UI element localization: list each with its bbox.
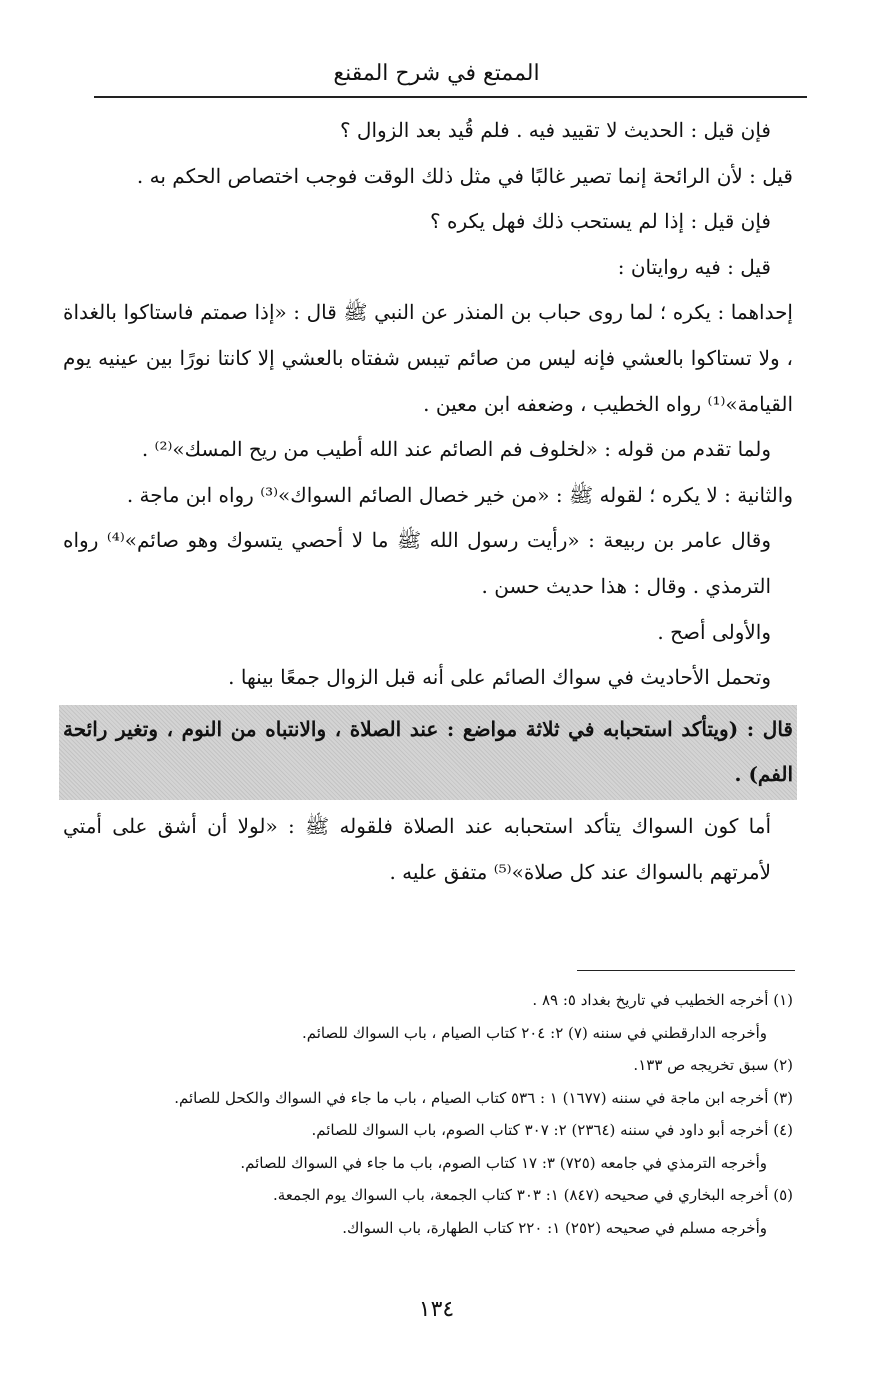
footnote: وأخرجه الدارقطني في سننه (٧) ٢: ٢٠٤ كتاب الصيام ، باب السواك للصائم. xyxy=(301,1023,767,1042)
page-header-title: الممتع في شرح المقنع xyxy=(333,61,540,86)
paragraph: أما كون السواك يتأكد استحبابه عند الصلاة فلقوله ﷺ : «لولا أن أشق على أمتي لأمرتهم بالسواك عند كل صلاة»⁽⁵⁾ متفق عليه . xyxy=(63,813,771,884)
paragraph: قيل : فيه روايتان : xyxy=(617,254,771,279)
paragraph: إحداهما : يكره ؛ لما روى حباب بن المنذر عن النبي ﷺ قال : «إذا صمتم فاستاكوا بالغداة ، ولا تستاكوا بالعشي فإنه ليس من صائم تيبس شفتاه بالعشي إلا كانتا نورًا بين عينيه يوم القيامة»⁽¹⁾ رواه الخطيب ، وضعفه ابن معين . xyxy=(63,300,793,416)
paragraph: وتحمل الأحاديث في سواك الصائم على أنه قبل الزوال جمعًا بينها . xyxy=(228,665,771,690)
footnote: (٤) أخرجه أبو داود في سننه (٢٣٦٤) ٢: ٣٠٧ كتاب الصوم، باب السواك للصائم. xyxy=(311,1121,793,1139)
main-text xyxy=(63,108,793,895)
footnote: وأخرجه الترمذي في جامعه (٧٢٥) ٣: ١٧ كتاب الصوم، باب ما جاء في السواك للصائم. xyxy=(240,1153,767,1172)
footnotes xyxy=(81,984,793,1244)
highlighted-matn-paragraph: قال : (ويتأكد استحبابه في ثلاثة مواضع : عند الصلاة ، والانتباه من النوم ، وتغير رائحة الفم) . xyxy=(59,705,797,800)
paragraph: والأولى أصح . xyxy=(657,619,771,644)
paragraph: فإن قيل : إذا لم يستحب ذلك فهل يكره ؟ xyxy=(430,209,771,234)
paragraph: ولما تقدم من قوله : «لخلوف فم الصائم عند الله أطيب من ريح المسك»⁽²⁾ . xyxy=(141,437,771,462)
footnote: وأخرجه مسلم في صحيحه (٢٥٢) ١: ٢٢٠ كتاب الطهارة، باب السواك. xyxy=(342,1218,767,1237)
header-divider xyxy=(94,96,807,98)
footnote: (٢) سبق تخريجه ص ١٣٣. xyxy=(633,1056,793,1074)
footnote: (٣) أخرجه ابن ماجة في سننه (١٦٧٧) ١ : ٥٣٦ كتاب الصيام ، باب ما جاء في السواك والكحل للصائم. xyxy=(174,1088,793,1107)
paragraph: وقال عامر بن ربيعة : «رأيت رسول الله ﷺ ما لا أحصي يتسوك وهو صائم»⁽⁴⁾ رواه الترمذي . وقال : هذا حديث حسن . xyxy=(63,528,772,598)
footnote-divider xyxy=(577,970,795,971)
footnote: (١) أخرجه الخطيب في تاريخ بغداد ٥: ٨٩ . xyxy=(532,991,793,1009)
page-number: ١٣٤ xyxy=(418,1297,455,1322)
paragraph: فإن قيل : الحديث لا تقييد فيه . فلم قُيد بعد الزوال ؟ xyxy=(339,118,771,142)
paragraph: والثانية : لا يكره ؛ لقوله ﷺ : «من خير خصال الصائم السواك»⁽³⁾ رواه ابن ماجة . xyxy=(126,482,793,507)
paragraph: قيل : لأن الرائحة إنما تصير غالبًا في مثل ذلك الوقت فوجب اختصاص الحكم به . xyxy=(136,163,793,188)
footnote: (٥) أخرجه البخاري في صحيحه (٨٤٧) ١: ٣٠٣ كتاب الجمعة، باب السواك يوم الجمعة. xyxy=(273,1186,793,1204)
